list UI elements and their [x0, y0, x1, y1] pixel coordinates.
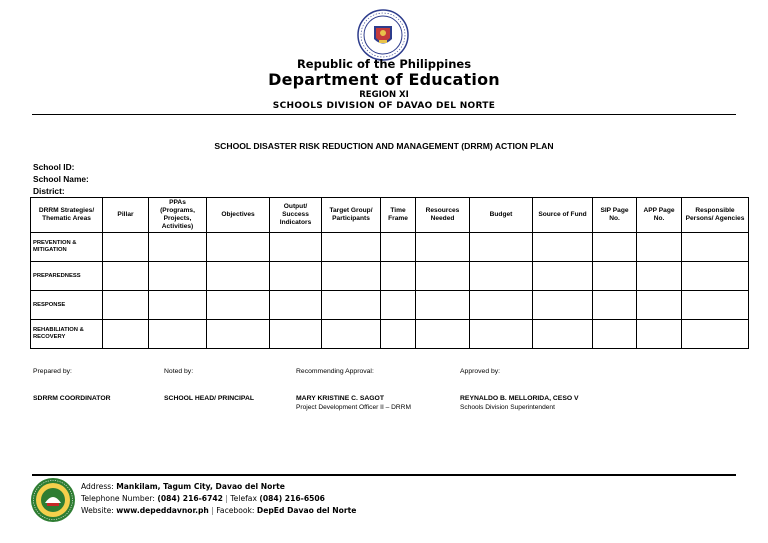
table-cell[interactable] — [533, 233, 593, 262]
table-cell[interactable] — [322, 262, 381, 291]
approved-by-title: Schools Division Superintendent — [460, 404, 555, 411]
table-cell[interactable] — [207, 262, 270, 291]
table-cell[interactable] — [682, 291, 749, 320]
approved-by-name: REYNALDO B. MELLORIDA, CESO V — [460, 395, 579, 402]
table-cell[interactable] — [381, 291, 416, 320]
footer-divider — [32, 474, 736, 476]
column-header: PPAs (Programs, Projects, Activities) — [149, 198, 207, 233]
table-cell[interactable] — [416, 262, 470, 291]
column-header: DRRM Strategies/ Thematic Areas — [31, 198, 103, 233]
thematic-area-cell: PREPAREDNESS — [31, 262, 103, 291]
table-cell[interactable] — [270, 320, 322, 349]
table-cell[interactable] — [533, 320, 593, 349]
table-cell[interactable] — [207, 291, 270, 320]
table-row — [31, 262, 749, 291]
prepared-by-label: Prepared by: — [33, 368, 72, 375]
column-header: Resources Needed — [416, 198, 470, 233]
table-cell[interactable] — [207, 233, 270, 262]
address-label: Address: — [81, 482, 114, 491]
facebook-link[interactable]: DepEd Davao del Norte — [256, 506, 357, 515]
footer-address — [81, 482, 285, 491]
plan-title: SCHOOL DISASTER RISK REDUCTION AND MANAGEMENT (DRRM) ACTION PLAN — [214, 141, 554, 151]
separator: | — [211, 506, 214, 515]
noted-by-label: Noted by: — [164, 368, 194, 375]
district-label: District: — [33, 186, 65, 196]
column-header: Target Group/ Participants — [322, 198, 381, 233]
drrm-action-plan-table — [30, 197, 749, 349]
table-cell[interactable] — [103, 262, 149, 291]
table-cell[interactable] — [149, 233, 207, 262]
recommending-approval-name: MARY KRISTINE C. SAGOT — [296, 395, 384, 402]
table-cell[interactable] — [103, 320, 149, 349]
table-cell[interactable] — [270, 291, 322, 320]
recommending-approval-label: Recommending Approval: — [296, 368, 374, 375]
table-cell[interactable] — [322, 233, 381, 262]
school-name-label: School Name: — [33, 174, 89, 184]
table-cell[interactable] — [381, 233, 416, 262]
footer-web — [81, 506, 356, 515]
table-cell[interactable] — [533, 262, 593, 291]
thematic-area-cell: PREVENTION & MITIGATION — [31, 233, 103, 262]
table-cell[interactable] — [593, 291, 637, 320]
table-cell[interactable] — [149, 262, 207, 291]
table-cell[interactable] — [682, 320, 749, 349]
address-value: Mankilam, Tagum City, Davao del Norte — [116, 482, 285, 491]
column-header: Output/ Success Indicators — [270, 198, 322, 233]
table-cell[interactable] — [322, 320, 381, 349]
table-cell[interactable] — [637, 320, 682, 349]
telephone-value: (084) 216-6742 — [157, 494, 223, 503]
separator: | — [225, 494, 228, 503]
thematic-area-cell: RESPONSE — [31, 291, 103, 320]
footer-phone — [81, 494, 325, 503]
deped-seal-logo — [357, 9, 409, 61]
table-cell[interactable] — [637, 233, 682, 262]
school-id-label: School ID: — [33, 162, 75, 172]
table-cell[interactable] — [322, 291, 381, 320]
table-cell[interactable] — [103, 233, 149, 262]
table-cell[interactable] — [381, 320, 416, 349]
noted-by-name: SCHOOL HEAD/ PRINCIPAL — [164, 395, 255, 402]
website-link[interactable]: www.depeddavnor.ph — [116, 506, 209, 515]
column-header: Pillar — [103, 198, 149, 233]
table-cell[interactable] — [593, 262, 637, 291]
table-cell[interactable] — [593, 320, 637, 349]
table-cell[interactable] — [416, 291, 470, 320]
column-header: APP Page No. — [637, 198, 682, 233]
telefax-label: Telefax — [230, 494, 257, 503]
table-cell[interactable] — [416, 320, 470, 349]
column-header: SIP Page No. — [593, 198, 637, 233]
table-header-row — [31, 198, 749, 233]
column-header: Time Frame — [381, 198, 416, 233]
table-cell[interactable] — [682, 262, 749, 291]
column-header: Responsible Persons/ Agencies — [682, 198, 749, 233]
table-cell[interactable] — [381, 262, 416, 291]
table-row — [31, 233, 749, 262]
thematic-area-cell: REHABILIATION & RECOVERY — [31, 320, 103, 349]
table-cell[interactable] — [470, 291, 533, 320]
facebook-label: Facebook: — [216, 506, 255, 515]
telefax-value: (084) 216-6506 — [259, 494, 325, 503]
division-seal-logo — [30, 477, 76, 523]
approved-by-label: Approved by: — [460, 368, 501, 375]
table-cell[interactable] — [416, 233, 470, 262]
website-label: Website: — [81, 506, 114, 515]
table-cell[interactable] — [149, 291, 207, 320]
column-header: Source of Fund — [533, 198, 593, 233]
column-header: Budget — [470, 198, 533, 233]
table-cell[interactable] — [682, 233, 749, 262]
table-cell[interactable] — [103, 291, 149, 320]
column-header: Objectives — [207, 198, 270, 233]
table-cell[interactable] — [207, 320, 270, 349]
table-cell[interactable] — [637, 291, 682, 320]
region-heading: REGION XI — [359, 90, 409, 100]
table-cell[interactable] — [149, 320, 207, 349]
table-cell[interactable] — [470, 262, 533, 291]
table-cell[interactable] — [270, 233, 322, 262]
prepared-by-name: SDRRM COORDINATOR — [33, 395, 111, 402]
department-heading: Department of Education — [268, 70, 500, 89]
header-divider — [32, 114, 736, 115]
recommending-approval-title: Project Development Officer II – DRRM — [296, 404, 411, 411]
table-cell[interactable] — [470, 233, 533, 262]
republic-heading: Republic of the Philippines — [296, 57, 472, 71]
table-cell[interactable] — [593, 233, 637, 262]
table-cell[interactable] — [533, 291, 593, 320]
division-heading: SCHOOLS DIVISION OF DAVAO DEL NORTE — [272, 101, 496, 111]
table-cell[interactable] — [637, 262, 682, 291]
table-cell[interactable] — [270, 262, 322, 291]
table-row — [31, 320, 749, 349]
telephone-label: Telephone Number: — [81, 494, 155, 503]
table-row — [31, 291, 749, 320]
table-cell[interactable] — [470, 320, 533, 349]
